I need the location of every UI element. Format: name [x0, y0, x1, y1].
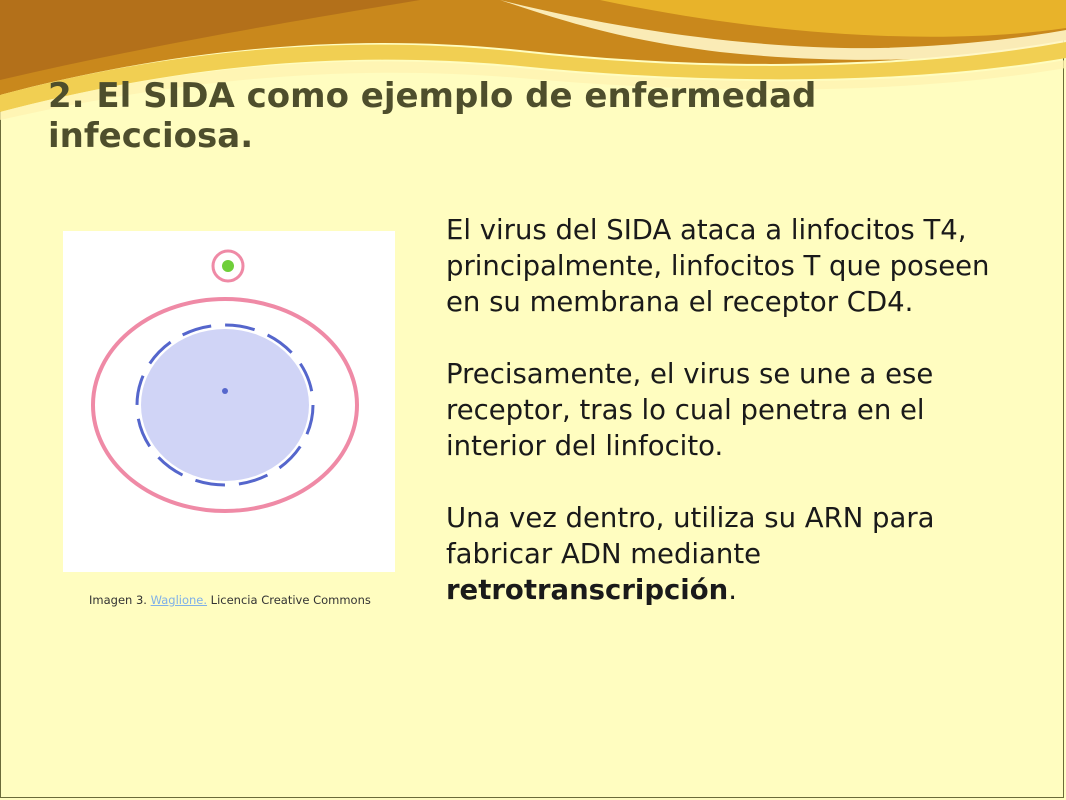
caption-author-link[interactable]: Waglione.: [150, 593, 208, 607]
nucleus: [141, 329, 309, 481]
caption-prefix: Imagen 3.: [89, 593, 151, 607]
virus-core: [222, 260, 234, 272]
paragraph-1: El virus del SIDA ataca a linfocitos T4, principalmente, linfocitos T que poseen en su membrana el receptor CD4.: [446, 214, 990, 318]
image-caption: [89, 593, 371, 607]
body-text: [446, 212, 1026, 644]
paragraph-3-end: .: [728, 574, 737, 606]
paragraph-3-text: Una vez dentro, utiliza su ARN para fabricar ADN mediante: [446, 502, 935, 570]
paragraph-2: Precisamente, el virus se une a ese receptor, tras lo cual penetra en el interior del linfocito.: [446, 358, 934, 462]
lymphocyte-figure: [63, 231, 395, 572]
paragraph-3: [446, 500, 1026, 608]
slide-title: 2. El SIDA como ejemplo de enfermedad infecciosa.: [48, 76, 817, 156]
nucleolus: [222, 388, 228, 394]
caption-license: Licencia Creative Commons: [207, 593, 371, 607]
retrotranscription-term: retrotranscripción: [446, 574, 729, 606]
lymphocyte-illustration: [63, 231, 395, 572]
